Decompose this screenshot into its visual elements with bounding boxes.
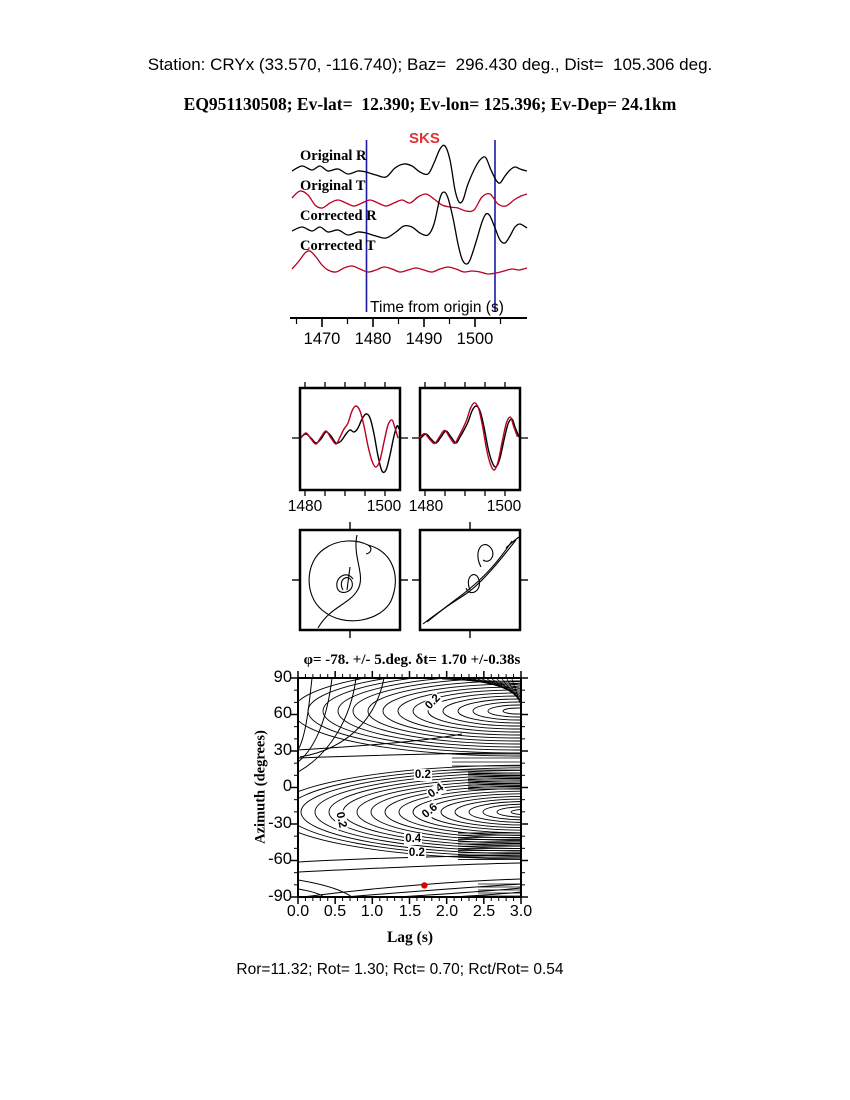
contour-xlabel: Lag (s) [386,929,434,946]
contour-ytick-label: 90 [273,668,292,686]
contour-xtick-label: 3.0 [509,903,533,920]
contour-level-label: 0.4 [405,832,422,845]
trace-label-corrected-r: Corrected R [300,208,377,224]
cmp-tick-label: 1500 [366,498,402,515]
trace-label-original-r: Original R [300,148,367,164]
trace-label-original-t: Original T [300,178,366,194]
phase-label: SKS [409,130,440,147]
particle-motion-panel [292,522,528,638]
contour-level-label: 0.2 [423,692,444,713]
contour-title: φ= -78. +/- 5.deg. δt= 1.70 +/-0.38s [303,652,521,668]
contour-ytick-label: -90 [268,887,292,905]
contour-xtick-label: 2.0 [435,903,459,920]
time-tick-label: 1470 [303,330,341,348]
event-header: EQ951130508; Ev-lat= 12.390; Ev-lon= 125.396; Ev-Dep= 24.1km [183,94,677,114]
contour-xtick-label: 0.0 [286,903,310,920]
cmp-tick-label: 1500 [486,498,522,515]
error-surface-panel [273,666,777,904]
time-tick-label: 1500 [456,330,494,348]
contour-xtick-label: 2.5 [472,903,496,920]
station-header: Station: CRYx (33.570, -116.740); Baz= 296.430 deg., Dist= 105.306 deg. [147,55,713,74]
time-axis-title: Time from origin (s) [370,299,504,316]
time-tick-label: 1490 [405,330,443,348]
contour-level-label: 0.6 [420,800,441,821]
contour-level-label: 0.4 [426,781,447,801]
quality-stats: Ror=11.32; Rot= 1.30; Rct= 0.70; Rct/Rot= 0.54 [236,961,564,978]
time-tick-label: 1480 [354,330,392,348]
contour-xtick-label: 1.5 [398,903,422,920]
contour-ytick-label: 60 [273,704,292,722]
cmp-tick-label: 1480 [408,498,444,515]
contour-xtick-label: 0.5 [323,903,347,920]
contour-ytick-label: -60 [268,850,292,868]
contour-level-label: 0.2 [408,847,425,860]
cmp-tick-label: 1480 [287,498,323,515]
waveform-comparison-panel [292,382,528,496]
best-fit-marker [421,882,427,888]
contour-ytick-label: 30 [273,741,292,759]
contour-ylabel: Azimuth (degrees) [252,730,269,844]
contour-ytick-label: -30 [268,814,292,832]
contour-level-label: 0.2 [414,769,431,782]
contour-xtick-label: 1.0 [360,903,384,920]
contour-ytick-label: 0 [282,777,292,795]
contour-level-label: 0.2 [333,811,349,830]
trace-label-corrected-t: Corrected T [300,238,376,254]
